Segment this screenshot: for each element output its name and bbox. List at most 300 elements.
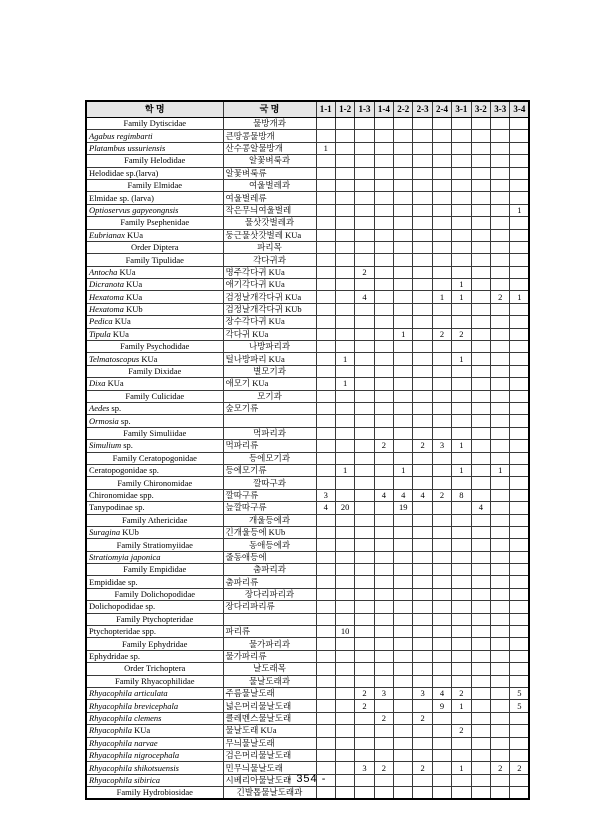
site-count-cell-1-1: [316, 427, 335, 439]
site-count-cell-2-2: [394, 477, 413, 489]
site-count-cell-3-3: [491, 551, 510, 563]
site-count-cell-1-1: [316, 712, 335, 724]
site-count-cell-3-2: [471, 440, 490, 452]
site-count-cell-1-4: [374, 749, 393, 761]
site-count-cell-3-4: [510, 502, 529, 514]
korean-name-cell: 알꽃벼룩과: [223, 155, 316, 167]
site-count-cell-1-3: [355, 601, 374, 613]
site-count-cell-3-3: [491, 687, 510, 699]
site-count-cell-3-4: [510, 427, 529, 439]
site-count-cell-1-1: [316, 241, 335, 253]
site-count-cell-3-2: [471, 378, 490, 390]
korean-name-cell: 날도래목: [223, 663, 316, 675]
site-count-cell-3-1: [452, 576, 471, 588]
site-count-cell-3-4: [510, 303, 529, 315]
site-count-cell-3-2: [471, 477, 490, 489]
site-count-cell-1-2: [335, 749, 354, 761]
site-count-cell-2-4: [432, 279, 451, 291]
site-count-cell-2-3: [413, 613, 432, 625]
site-count-cell-1-4: [374, 316, 393, 328]
site-count-cell-1-2: [335, 564, 354, 576]
site-count-cell-1-4: [374, 787, 393, 800]
site-count-cell-3-4: [510, 266, 529, 278]
korean-name-cell: 장다리파리류: [223, 601, 316, 613]
site-count-cell-3-3: [491, 737, 510, 749]
site-count-cell-1-3: 2: [355, 266, 374, 278]
site-count-cell-2-3: [413, 341, 432, 353]
genus-name: Ormosia: [89, 415, 119, 426]
site-count-cell-3-2: [471, 328, 490, 340]
site-count-cell-3-1: [452, 626, 471, 638]
site-count-cell-1-1: [316, 440, 335, 452]
site-count-cell-3-4: [510, 217, 529, 229]
site-count-cell-2-2: [394, 700, 413, 712]
site-count-cell-3-3: [491, 601, 510, 613]
site-count-cell-1-4: [374, 452, 393, 464]
site-count-cell-3-1: [452, 378, 471, 390]
header-site-3-3: 3-3: [491, 101, 510, 118]
scientific-name-cell: Family Ceratopogonidae: [86, 452, 223, 464]
scientific-name-cell: Order Trichoptera: [86, 663, 223, 675]
korean-name-cell: [223, 415, 316, 427]
korean-name-cell: 개울등에과: [223, 514, 316, 526]
site-count-cell-3-2: [471, 118, 490, 130]
site-count-cell-1-3: [355, 179, 374, 191]
korean-name-cell: 검정날개각다귀 KUb: [223, 303, 316, 315]
site-count-cell-3-3: [491, 353, 510, 365]
site-count-cell-2-2: [394, 626, 413, 638]
site-count-cell-3-3: [491, 229, 510, 241]
site-count-cell-2-3: 4: [413, 489, 432, 501]
table-row: [86, 402, 529, 414]
site-count-cell-3-1: [452, 204, 471, 216]
korean-name-cell: 장다리파리과: [223, 588, 316, 600]
site-count-cell-2-4: 1: [432, 291, 451, 303]
site-count-cell-1-1: [316, 229, 335, 241]
site-count-cell-2-4: [432, 142, 451, 154]
table-row: [86, 279, 529, 291]
table-row: [86, 576, 529, 588]
site-count-cell-2-4: 3: [432, 440, 451, 452]
site-count-cell-3-4: [510, 539, 529, 551]
site-count-cell-1-3: [355, 737, 374, 749]
site-count-cell-3-4: [510, 601, 529, 613]
site-count-cell-2-4: [432, 303, 451, 315]
site-count-cell-3-3: [491, 316, 510, 328]
korean-name-cell: [223, 613, 316, 625]
site-count-cell-3-1: [452, 452, 471, 464]
site-count-cell-3-3: [491, 266, 510, 278]
genus-name: Rhyacophila sibirica: [89, 774, 161, 785]
site-count-cell-3-2: [471, 241, 490, 253]
site-count-cell-3-3: 2: [491, 291, 510, 303]
site-count-cell-1-3: [355, 464, 374, 476]
site-count-cell-1-2: [335, 440, 354, 452]
site-count-cell-1-3: [355, 787, 374, 800]
korean-name-cell: 줄동애등에: [223, 551, 316, 563]
site-count-cell-3-4: [510, 440, 529, 452]
table-row: [86, 712, 529, 724]
site-count-cell-1-4: [374, 402, 393, 414]
site-count-cell-2-2: [394, 638, 413, 650]
header-site-1-1: 1-1: [316, 101, 335, 118]
site-count-cell-3-2: [471, 663, 490, 675]
site-count-cell-1-4: [374, 427, 393, 439]
site-count-cell-2-2: [394, 241, 413, 253]
site-count-cell-3-1: 1: [452, 464, 471, 476]
scientific-name-cell: Family Athericidae: [86, 514, 223, 526]
site-count-cell-3-4: [510, 452, 529, 464]
site-count-cell-2-4: 4: [432, 687, 451, 699]
site-count-cell-2-4: [432, 167, 451, 179]
site-count-cell-2-2: [394, 378, 413, 390]
site-count-cell-3-2: [471, 142, 490, 154]
site-count-cell-1-4: [374, 626, 393, 638]
scientific-name-cell: Empididae sp.: [86, 576, 223, 588]
site-count-cell-1-1: [316, 514, 335, 526]
korean-name-cell: 여울벌레류: [223, 192, 316, 204]
site-count-cell-3-3: [491, 626, 510, 638]
site-count-cell-3-3: [491, 341, 510, 353]
site-count-cell-1-4: [374, 514, 393, 526]
site-count-cell-1-2: [335, 229, 354, 241]
site-count-cell-1-4: [374, 217, 393, 229]
header-site-1-3: 1-3: [355, 101, 374, 118]
site-count-cell-2-4: [432, 155, 451, 167]
korean-name-cell: 모기과: [223, 390, 316, 402]
site-count-cell-1-4: [374, 638, 393, 650]
site-count-cell-1-3: [355, 712, 374, 724]
site-count-cell-2-4: [432, 787, 451, 800]
site-count-cell-1-2: [335, 539, 354, 551]
site-count-cell-1-1: [316, 266, 335, 278]
table-row: [86, 291, 529, 303]
site-count-cell-3-4: 1: [510, 291, 529, 303]
site-count-cell-3-1: [452, 737, 471, 749]
site-count-cell-2-2: 1: [394, 328, 413, 340]
header-site-1-4: 1-4: [374, 101, 393, 118]
site-count-cell-3-1: [452, 502, 471, 514]
site-count-cell-2-2: [394, 787, 413, 800]
site-count-cell-2-4: [432, 626, 451, 638]
site-count-cell-2-4: [432, 576, 451, 588]
site-count-cell-3-3: [491, 452, 510, 464]
site-count-cell-2-4: [432, 601, 451, 613]
scientific-name-cell: Family Dixidae: [86, 365, 223, 377]
site-count-cell-2-4: [432, 365, 451, 377]
site-count-cell-2-3: [413, 551, 432, 563]
korean-name-cell: 검정날개각다귀 KUa: [223, 291, 316, 303]
site-count-cell-1-2: 1: [335, 378, 354, 390]
site-count-cell-2-2: [394, 551, 413, 563]
site-count-cell-3-2: [471, 192, 490, 204]
site-count-cell-2-3: [413, 737, 432, 749]
site-count-cell-1-1: [316, 725, 335, 737]
korean-name-cell: 춤파리류: [223, 576, 316, 588]
genus-name: Hexatoma: [89, 304, 124, 315]
site-count-cell-1-3: [355, 626, 374, 638]
korean-name-cell: 넓은머리물날도래: [223, 700, 316, 712]
site-count-cell-2-2: [394, 266, 413, 278]
site-count-cell-1-3: [355, 142, 374, 154]
site-count-cell-3-4: [510, 626, 529, 638]
site-count-cell-1-2: [335, 155, 354, 167]
site-count-cell-1-3: [355, 130, 374, 142]
site-count-cell-2-4: [432, 539, 451, 551]
site-count-cell-2-3: [413, 427, 432, 439]
site-count-cell-3-1: [452, 179, 471, 191]
site-count-cell-3-2: [471, 526, 490, 538]
site-count-cell-1-4: [374, 588, 393, 600]
scientific-name-cell: Ephydridae sp.: [86, 650, 223, 662]
site-count-cell-2-4: [432, 353, 451, 365]
site-count-cell-2-2: [394, 316, 413, 328]
table-row: [86, 564, 529, 576]
site-count-cell-1-3: [355, 390, 374, 402]
site-count-cell-2-4: 2: [432, 489, 451, 501]
site-count-cell-1-1: [316, 700, 335, 712]
site-count-cell-2-3: [413, 787, 432, 800]
site-count-cell-3-2: [471, 415, 490, 427]
korean-name-cell: 나방파리과: [223, 341, 316, 353]
site-count-cell-3-4: [510, 576, 529, 588]
site-count-cell-3-4: [510, 787, 529, 800]
korean-name-cell: 늪깔따구류: [223, 502, 316, 514]
scientific-name-cell: Family Ephydridae: [86, 638, 223, 650]
site-count-cell-3-2: [471, 613, 490, 625]
korean-name-cell: 등에모기류: [223, 464, 316, 476]
site-count-cell-2-3: [413, 539, 432, 551]
genus-name: Rhyacophila narvae: [89, 737, 158, 748]
site-count-cell-1-1: [316, 118, 335, 130]
site-count-cell-2-3: [413, 130, 432, 142]
site-count-cell-2-2: 19: [394, 502, 413, 514]
site-count-cell-3-1: [452, 415, 471, 427]
site-count-cell-3-1: [452, 650, 471, 662]
site-count-cell-1-3: [355, 427, 374, 439]
site-count-cell-2-3: [413, 303, 432, 315]
site-count-cell-3-2: [471, 700, 490, 712]
site-count-cell-1-4: [374, 130, 393, 142]
site-count-cell-3-4: [510, 712, 529, 724]
site-count-cell-3-1: 2: [452, 687, 471, 699]
site-count-cell-1-3: [355, 415, 374, 427]
site-count-cell-1-3: [355, 365, 374, 377]
scientific-name-cell: Family Helodidae: [86, 155, 223, 167]
korean-name-cell: 긴발톱물날도래과: [223, 787, 316, 800]
site-count-cell-2-4: [432, 402, 451, 414]
site-count-cell-2-4: [432, 427, 451, 439]
site-count-cell-1-1: [316, 787, 335, 800]
site-count-cell-1-1: [316, 588, 335, 600]
table-row: [86, 477, 529, 489]
site-count-cell-2-4: [432, 192, 451, 204]
site-count-cell-3-3: [491, 142, 510, 154]
site-count-cell-3-2: [471, 353, 490, 365]
site-count-cell-3-4: [510, 749, 529, 761]
site-count-cell-3-1: [452, 316, 471, 328]
site-count-cell-3-4: [510, 663, 529, 675]
korean-name-cell: 큰땅콩물방개: [223, 130, 316, 142]
site-count-cell-1-1: [316, 390, 335, 402]
site-count-cell-2-3: [413, 749, 432, 761]
korean-name-cell: 무늬물날도래: [223, 737, 316, 749]
scientific-name-cell: Dixa KUa: [86, 378, 223, 390]
site-count-cell-3-4: [510, 390, 529, 402]
site-count-cell-3-4: 1: [510, 204, 529, 216]
site-count-cell-3-2: [471, 427, 490, 439]
site-count-cell-1-3: [355, 663, 374, 675]
site-count-cell-1-3: [355, 167, 374, 179]
site-count-cell-3-1: [452, 663, 471, 675]
site-count-cell-3-3: [491, 179, 510, 191]
scientific-name-cell: [86, 551, 223, 563]
site-count-cell-2-4: [432, 179, 451, 191]
site-count-cell-3-4: [510, 353, 529, 365]
site-count-cell-2-3: [413, 254, 432, 266]
site-count-cell-1-1: [316, 130, 335, 142]
site-count-cell-1-1: [316, 303, 335, 315]
site-count-cell-3-2: [471, 675, 490, 687]
site-count-cell-2-3: 2: [413, 440, 432, 452]
site-count-cell-2-4: [432, 749, 451, 761]
korean-name-cell: 작은무늬여울벌레: [223, 204, 316, 216]
site-count-cell-2-4: [432, 638, 451, 650]
site-count-cell-1-4: [374, 464, 393, 476]
site-count-cell-2-3: [413, 179, 432, 191]
site-count-cell-2-4: [432, 663, 451, 675]
table-row: [86, 427, 529, 439]
site-count-cell-2-3: [413, 725, 432, 737]
site-count-cell-3-4: [510, 378, 529, 390]
site-count-cell-2-2: [394, 526, 413, 538]
site-count-cell-3-4: [510, 155, 529, 167]
site-count-cell-2-2: [394, 737, 413, 749]
korean-name-cell: 숲모기류: [223, 402, 316, 414]
genus-name: Eubrianax: [89, 229, 125, 240]
site-count-cell-3-4: [510, 365, 529, 377]
site-count-cell-1-4: [374, 576, 393, 588]
site-count-cell-2-2: [394, 167, 413, 179]
site-count-cell-3-2: [471, 155, 490, 167]
genus-name: Telmatoscopus: [89, 353, 140, 364]
site-count-cell-1-1: [316, 675, 335, 687]
site-count-cell-1-2: [335, 341, 354, 353]
site-count-cell-1-4: [374, 266, 393, 278]
site-count-cell-1-4: [374, 241, 393, 253]
scientific-name-cell: Ormosia sp.: [86, 415, 223, 427]
site-count-cell-3-3: [491, 130, 510, 142]
site-count-cell-3-2: [471, 576, 490, 588]
table-row: [86, 749, 529, 761]
table-row: [86, 204, 529, 216]
site-count-cell-3-3: [491, 192, 510, 204]
site-count-cell-2-4: [432, 477, 451, 489]
site-count-cell-1-1: [316, 749, 335, 761]
site-count-cell-1-2: [335, 118, 354, 130]
site-count-cell-3-1: [452, 638, 471, 650]
site-count-cell-2-2: [394, 365, 413, 377]
site-count-cell-1-4: [374, 526, 393, 538]
site-count-cell-1-4: 2: [374, 440, 393, 452]
site-count-cell-1-1: [316, 415, 335, 427]
table-row: [86, 341, 529, 353]
site-count-cell-3-2: [471, 279, 490, 291]
site-count-cell-1-3: [355, 316, 374, 328]
site-count-cell-1-3: 2: [355, 700, 374, 712]
site-count-cell-3-4: [510, 402, 529, 414]
site-count-cell-1-3: [355, 613, 374, 625]
genus-name: Rhyacophila clemens: [89, 712, 162, 723]
site-count-cell-3-4: 5: [510, 687, 529, 699]
site-count-cell-3-4: [510, 229, 529, 241]
site-count-cell-3-2: [471, 749, 490, 761]
site-count-cell-1-4: [374, 725, 393, 737]
header-site-3-1: 3-1: [452, 101, 471, 118]
site-count-cell-3-1: [452, 787, 471, 800]
site-count-cell-2-2: [394, 440, 413, 452]
site-count-cell-3-4: [510, 650, 529, 662]
table-row: [86, 254, 529, 266]
site-count-cell-3-3: [491, 365, 510, 377]
site-count-cell-1-3: [355, 526, 374, 538]
site-count-cell-2-2: [394, 663, 413, 675]
site-count-cell-3-2: [471, 787, 490, 800]
korean-name-cell: 춤파리과: [223, 564, 316, 576]
korean-name-cell: 주름물날도래: [223, 687, 316, 699]
site-count-cell-1-3: [355, 502, 374, 514]
site-count-cell-1-2: [335, 390, 354, 402]
site-count-cell-2-3: [413, 155, 432, 167]
site-count-cell-3-2: [471, 341, 490, 353]
site-count-cell-2-2: [394, 687, 413, 699]
scientific-name-cell: Suragina KUb: [86, 526, 223, 538]
site-count-cell-2-3: [413, 626, 432, 638]
site-count-cell-3-1: [452, 155, 471, 167]
site-count-cell-1-3: [355, 279, 374, 291]
site-count-cell-3-3: [491, 613, 510, 625]
site-count-cell-3-1: [452, 749, 471, 761]
site-count-cell-1-2: [335, 712, 354, 724]
site-count-cell-3-1: 1: [452, 291, 471, 303]
site-count-cell-1-3: [355, 155, 374, 167]
site-count-cell-1-1: [316, 601, 335, 613]
scientific-name-cell: Pedica KUa: [86, 316, 223, 328]
scientific-name-cell: Rhyacophila KUa: [86, 725, 223, 737]
table-row: [86, 118, 529, 130]
site-count-cell-1-2: [335, 179, 354, 191]
table-row: [86, 192, 529, 204]
site-count-cell-2-2: [394, 303, 413, 315]
site-count-cell-1-3: [355, 588, 374, 600]
site-count-cell-3-3: [491, 725, 510, 737]
site-count-cell-2-2: [394, 415, 413, 427]
table-row: [86, 266, 529, 278]
korean-name-cell: 장수각다귀 KUa: [223, 316, 316, 328]
site-count-cell-3-2: [471, 254, 490, 266]
site-count-cell-3-1: [452, 167, 471, 179]
site-count-cell-2-4: 2: [432, 328, 451, 340]
site-count-cell-3-3: [491, 638, 510, 650]
table-row: [86, 601, 529, 613]
site-count-cell-2-3: [413, 365, 432, 377]
taxa-abundance-table: [85, 100, 530, 800]
site-count-cell-2-4: [432, 316, 451, 328]
site-count-cell-2-3: [413, 576, 432, 588]
site-count-cell-2-3: [413, 167, 432, 179]
header-site-2-4: 2-4: [432, 101, 451, 118]
site-count-cell-1-1: [316, 179, 335, 191]
